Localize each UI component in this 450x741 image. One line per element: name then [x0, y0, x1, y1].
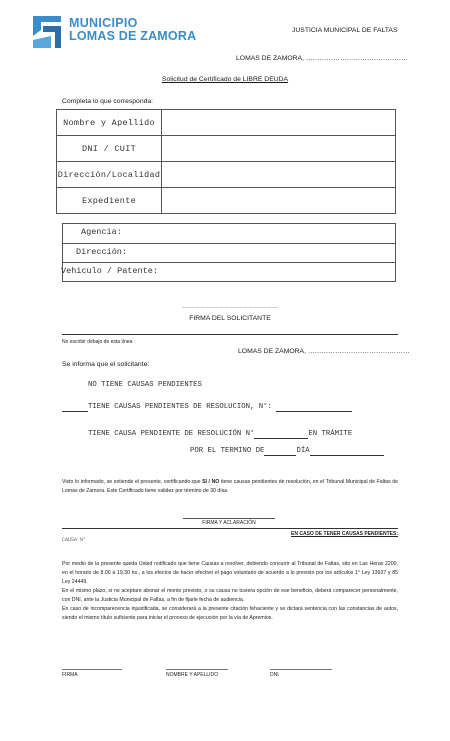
dni-cuit-label: DNI / CUIT	[57, 136, 162, 162]
logo-line-2: LOMAS DE ZAMORA	[69, 29, 197, 43]
day-field[interactable]	[310, 447, 384, 456]
term-label: POR EL TERMINO DE	[190, 447, 265, 455]
address-label: Dirección/Localidad	[57, 162, 162, 188]
notice-paragraph-3: En caso de incomparecencia injustificada, se considerará a la presente citación fehaciente y se dictará sentencia con las constancias de autos, siendo el mismo título suficiente para iniciar el proceso de ejecución por la vía de Apremios.	[62, 606, 398, 621]
signature-label: FIRMA DEL SOLICITANTE	[189, 315, 271, 322]
table-row	[57, 162, 396, 188]
expediente-field[interactable]	[162, 188, 396, 214]
footer-nombre	[166, 669, 228, 679]
municipio-emblem-icon	[33, 16, 63, 48]
cause-number-field[interactable]	[254, 430, 308, 439]
agency-label: Agencia:	[81, 227, 122, 237]
cert-text-before: Visto lo informado, se extiende el presente, certificando que	[62, 479, 203, 485]
municipio-logo	[33, 16, 233, 50]
vehicle-field[interactable]	[63, 263, 395, 281]
day-label: DÍA	[296, 447, 310, 455]
applicant-data-table	[56, 109, 396, 214]
causa-number: CAUSA N°	[62, 537, 87, 543]
check-blank[interactable]	[62, 403, 88, 412]
header-place-date: LOMAS DE ZAMORA, ………………………………………	[236, 55, 408, 62]
cert-text-after: tiene causas pendientes de resolución, en el Tribunal Municipal de Faltas de Lomas de Zamora. Este Certificado tiene validez por término de 30 días.	[62, 479, 398, 494]
notice-block	[62, 560, 398, 623]
option-no-causes: NO TIENE CAUSAS PENDIENTES	[88, 381, 202, 389]
dni-label: DNI	[270, 672, 279, 678]
pending-divider	[62, 528, 398, 529]
name-field[interactable]	[162, 110, 396, 136]
table-row	[57, 110, 396, 136]
cause-label: TIENE CAUSA PENDIENTE DE RESOLUCIÓN N°	[88, 430, 255, 438]
office-place-date: LOMAS DE ZAMORA, ………………………………………	[238, 348, 410, 355]
direction-label: Dirección:	[76, 247, 128, 257]
pending-label: TIENE CAUSAS PENDIENTES DE RESOLUCION, N°:	[88, 403, 272, 411]
signature-dots: …………………………………………	[182, 304, 278, 310]
informs-label: Se informa que el solicitante:	[62, 361, 150, 368]
expediente-label: Expediente	[57, 188, 162, 214]
option-pending-causes	[62, 403, 352, 412]
pending-header: EN CASO DE TENER CAUSAS PENDIENTES:	[291, 531, 398, 537]
term-field[interactable]	[264, 447, 296, 456]
table-row	[57, 136, 396, 162]
notice-paragraph-2: En el mismo plazo, si no aceptare abonar el monto previsto, o su causa no tuviera opción de ese beneficio, deberá comparecer personalmente, con DNI, ante la Justicia Municipal de Faltas, a fin de fijarle fecha de audiencia.	[62, 588, 398, 603]
logo-line-1: MUNICIPIO	[69, 16, 138, 30]
footer-dni	[270, 669, 332, 679]
table-row	[57, 188, 396, 214]
notice-paragraph-1: Por medio de la presente queda Usted notificado que tiene Causas a resolver, debiendo concurrir al Tribunal de Faltas, sito en Las Heras 2200, en el horario de 8.00 a 19.30 hs., a los efectos de hacer efectivo el pago voluntario de acuerdo a lo previsto por los artículos 1° Ley 13927 y 85 Ley 24449.	[62, 561, 398, 585]
firma-label: FIRMA	[62, 672, 78, 678]
direction-field[interactable]	[63, 244, 395, 263]
option-cause-in-process	[88, 430, 352, 439]
pending-number-field[interactable]	[276, 403, 352, 412]
certification-text	[62, 478, 398, 496]
cert-yes-no: SI / NO	[202, 479, 220, 485]
office-name: JUSTICIA MUNICIPAL DE FALTAS	[292, 27, 398, 34]
document-title: Solicitud de Certificado de LIBRE DEUDA	[161, 76, 289, 83]
dni-cuit-field[interactable]	[162, 136, 396, 162]
footer-firma	[62, 669, 122, 679]
nombre-label: NOMBRE Y APELLIDO	[166, 672, 219, 678]
vehicle-label: Vehiculo / Patente:	[61, 266, 158, 276]
address-field[interactable]	[162, 162, 396, 188]
cut-line	[62, 334, 398, 335]
option-term	[190, 447, 384, 456]
nombre-line[interactable]	[166, 669, 228, 670]
agency-field[interactable]	[63, 224, 395, 244]
dni-line[interactable]	[270, 669, 332, 670]
name-label: Nombre y Apellido	[57, 110, 162, 136]
section1-intro: Completa lo que corresponda:	[62, 98, 154, 105]
firma-line[interactable]	[62, 669, 122, 670]
cert-sign-label: FIRMA Y ACLARACIÓN	[202, 520, 256, 526]
in-process-label: EN TRÁMITE	[308, 430, 353, 438]
no-write-note: No escribir debajo de esta línea	[62, 339, 133, 345]
vehicle-box	[62, 223, 396, 282]
